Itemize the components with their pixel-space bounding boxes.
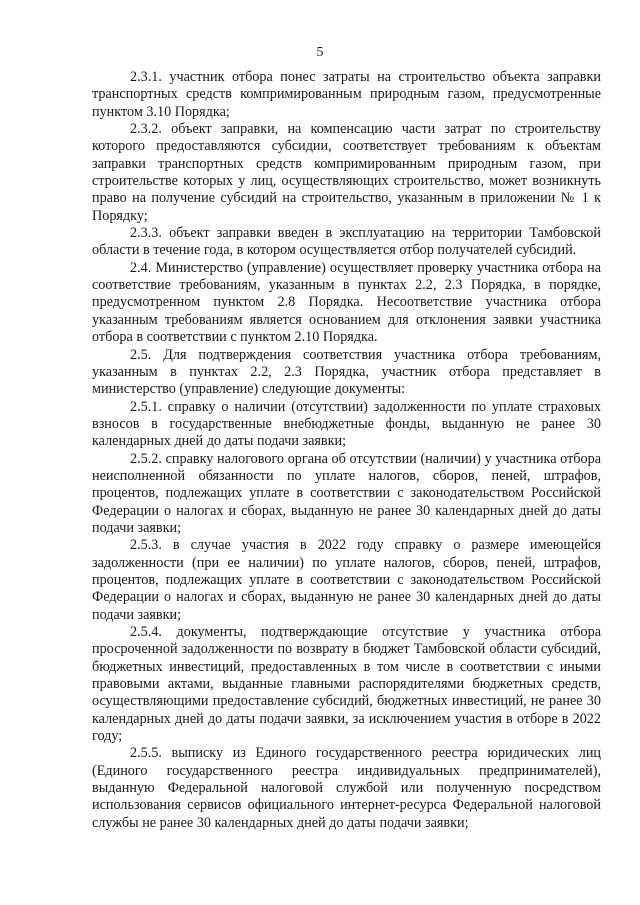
paragraph-2-5-3: 2.5.3. в случае участия в 2022 году справку о размере имеющейся задолженности (при ее наличии) по уплате налогов, сборов, пеней, штрафов, процентов, подлежащих уплате в соответствии с законодательством Российской Федерации о налогах и сборах, выданную не ранее 30 календарных дней до даты подачи заявки;: [92, 537, 601, 623]
paragraph-2-5-5: 2.5.5. выписку из Единого государственного реестра юридических лиц (Единого государственного реестра индивидуальных предпринимателей), выданную Федеральной налоговой службой или полученную посредством использования сервисов официального интернет-ресурса Федеральной налоговой службы не ранее 30 календарных дней до даты подачи заявки;: [92, 745, 601, 831]
paragraph-2-4: 2.4. Министерство (управление) осуществляет проверку участника отбора на соответствие требованиям, указанным в пунктах 2.2, 2.3 Порядка, в порядке, предусмотренном пунктом 2.8 Порядка. Несоответствие участника отбора указанным требованиям является основанием для отклонения заявки участника отбора в соответствии с пунктом 2.10 Порядка.: [92, 259, 601, 346]
paragraph-2-5-2: 2.5.2. справку налогового органа об отсутствии (наличии) у участника отбора неисполненной обязанности по уплате налогов, сборов, пеней, штрафов, процентов, подлежащих уплате в соответствии с законодательством Российской Федерации о налогах и сборах, выданную не ранее 30 календарных дней до даты подачи заявки;: [92, 450, 601, 536]
page-number: 5: [316, 45, 324, 60]
paragraph-2-3-2: 2.3.2. объект заправки, на компенсацию части затрат по строительству которого предоставляются субсидии, соответствует требованиям к объектам заправки транспортных средств компримированным природным газом, при строительстве которых у лиц, осуществляющих строительство, может возникнуть право на получение субсидий на строительство, указанным в приложении № 1 к Порядку;: [92, 121, 601, 224]
paragraph-2-3-3: 2.3.3. объект заправки введен в эксплуатацию на территории Тамбовской области в течение года, в котором осуществляется отбор получателей субсидий.: [92, 225, 601, 259]
paragraph-2-5-1: 2.5.1. справку о наличии (отсутствии) задолженности по уплате страховых взносов в государственные внебюджетные фонды, выданную не ранее 30 календарных дней до даты подачи заявки;: [92, 398, 601, 450]
paragraph-2-5: 2.5. Для подтверждения соответствия участника отбора требованиям, указанным в пунктах 2.2, 2.3 Порядка, участник отбора представляет в министерство (управление) следующие документы:: [92, 346, 601, 398]
document-body: [92, 69, 601, 832]
paragraph-2-3-1: 2.3.1. участник отбора понес затраты на строительство объекта заправки транспортных средств компримированным природным газом, предусмотренные пунктом 3.10 Порядка;: [92, 69, 601, 120]
paragraph-2-5-4: 2.5.4. документы, подтверждающие отсутствие у участника отбора просроченной задолженности по возврату в бюджет Тамбовской области субсидий, бюджетных инвестиций, предоставленных в том числе в соответствии с иными правовыми актами, выданные главными распорядителями бюджетных средств, осуществляющими предоставление субсидий, бюджетных инвестиций, не ранее 30 календарных дней до даты подачи заявки, за исключением участия в отборе в 2022 году;: [92, 624, 601, 745]
